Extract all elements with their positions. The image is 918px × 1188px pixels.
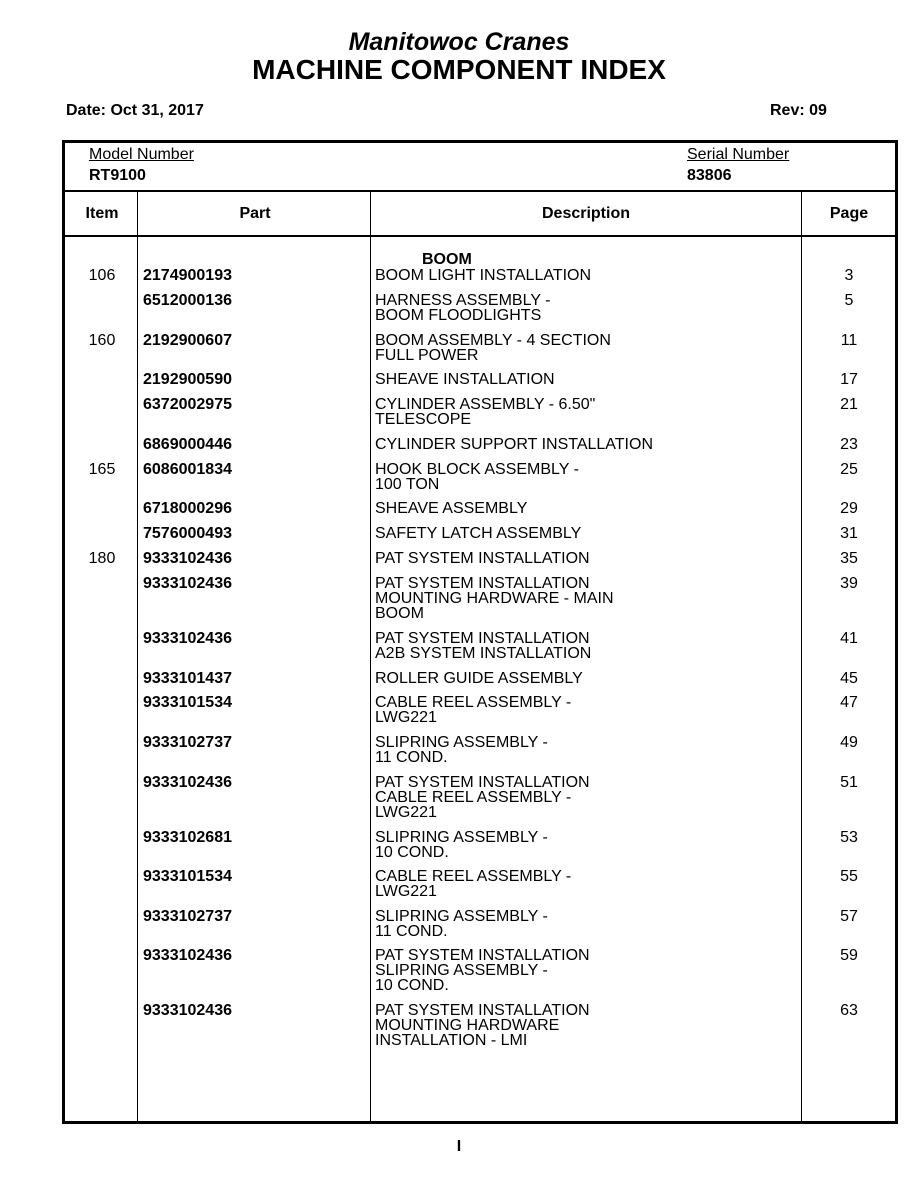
model-number-label: Model Number bbox=[89, 146, 194, 163]
page-number: I bbox=[456, 1138, 462, 1155]
item-number: 160 bbox=[88, 332, 116, 349]
part-number: 6869000446 bbox=[143, 436, 232, 453]
description-line: SHEAVE INSTALLATION bbox=[375, 371, 555, 388]
part-description bbox=[375, 948, 795, 993]
description-line: PAT SYSTEM INSTALLATION bbox=[375, 947, 590, 964]
part-description bbox=[375, 293, 795, 323]
part-number: 7576000493 bbox=[143, 525, 232, 542]
model-number-value: RT9100 bbox=[89, 167, 146, 184]
description-line: SLIPRING ASSEMBLY - bbox=[375, 734, 548, 751]
document-date: Date: Oct 31, 2017 bbox=[66, 102, 204, 119]
part-description bbox=[375, 526, 795, 541]
part-number: 9333102436 bbox=[143, 630, 232, 647]
description-line: PAT SYSTEM INSTALLATION bbox=[375, 575, 590, 592]
document-header bbox=[0, 28, 918, 84]
description-line: MOUNTING HARDWARE bbox=[375, 1017, 560, 1034]
part-description bbox=[375, 671, 795, 686]
description-line: SLIPRING ASSEMBLY - bbox=[375, 829, 548, 846]
page-reference: 47 bbox=[840, 694, 858, 711]
part-number: 9333102436 bbox=[143, 774, 232, 791]
part-number: 2174900193 bbox=[143, 267, 232, 284]
description-line: BOOM ASSEMBLY - 4 SECTION bbox=[375, 332, 611, 349]
page-reference: 45 bbox=[840, 670, 858, 687]
part-number: 9333102737 bbox=[143, 734, 232, 751]
description-line: 100 TON bbox=[375, 476, 440, 493]
part-number: 9333101534 bbox=[143, 868, 232, 885]
description-line: BOOM LIGHT INSTALLATION bbox=[375, 267, 592, 284]
column-divider bbox=[370, 192, 371, 1121]
part-description bbox=[375, 695, 795, 725]
page-reference: 49 bbox=[840, 734, 858, 751]
part-number: 6086001834 bbox=[143, 461, 232, 478]
part-description bbox=[375, 775, 795, 820]
page-reference: 23 bbox=[840, 436, 858, 453]
column-header-page: Page bbox=[829, 205, 869, 222]
part-description bbox=[375, 437, 795, 452]
item-number: 165 bbox=[88, 461, 116, 478]
part-description bbox=[375, 397, 795, 427]
page-reference: 63 bbox=[840, 1002, 858, 1019]
page-reference: 11 bbox=[840, 332, 858, 349]
item-number: 106 bbox=[88, 267, 116, 284]
part-description bbox=[375, 869, 795, 899]
description-line: 11 COND. bbox=[375, 749, 448, 766]
part-number: 9333102737 bbox=[143, 908, 232, 925]
page-reference: 35 bbox=[840, 550, 858, 567]
description-line: ROLLER GUIDE ASSEMBLY bbox=[375, 670, 583, 687]
description-line: HOOK BLOCK ASSEMBLY - bbox=[375, 461, 579, 478]
document-revision: Rev: 09 bbox=[770, 102, 827, 119]
page-reference: 29 bbox=[840, 500, 858, 517]
part-description bbox=[375, 1003, 795, 1048]
page-reference: 21 bbox=[840, 396, 858, 413]
part-number: 9333101534 bbox=[143, 694, 232, 711]
part-number: 6718000296 bbox=[143, 500, 232, 517]
page-reference: 31 bbox=[840, 525, 858, 542]
part-number: 9333102436 bbox=[143, 947, 232, 964]
page-reference: 25 bbox=[840, 461, 858, 478]
column-header-description: Description bbox=[541, 205, 630, 222]
page-reference: 57 bbox=[840, 908, 858, 925]
description-line: INSTALLATION - LMI bbox=[375, 1032, 528, 1049]
column-divider bbox=[137, 192, 138, 1121]
divider-line bbox=[65, 190, 895, 192]
description-line: 10 COND. bbox=[375, 844, 449, 861]
part-number: 9333102436 bbox=[143, 1002, 232, 1019]
description-line: BOOM bbox=[375, 605, 424, 622]
part-description bbox=[375, 501, 795, 516]
part-number: 6512000136 bbox=[143, 292, 232, 309]
description-line: PAT SYSTEM INSTALLATION bbox=[375, 630, 590, 647]
page-reference: 53 bbox=[840, 829, 858, 846]
part-description bbox=[375, 333, 795, 363]
part-description bbox=[375, 551, 795, 566]
part-number: 9333102436 bbox=[143, 550, 232, 567]
page-reference: 39 bbox=[840, 575, 858, 592]
brand-name: Manitowoc Cranes bbox=[348, 28, 570, 56]
page-reference: 55 bbox=[840, 868, 858, 885]
description-line: CABLE REEL ASSEMBLY - bbox=[375, 789, 572, 806]
page-reference: 59 bbox=[840, 947, 858, 964]
item-number: 180 bbox=[88, 550, 116, 567]
description-line: MOUNTING HARDWARE - MAIN bbox=[375, 590, 614, 607]
description-line: 10 COND. bbox=[375, 977, 449, 994]
description-line: LWG221 bbox=[375, 883, 437, 900]
serial-number-label: Serial Number bbox=[687, 146, 790, 163]
column-header-item: Item bbox=[85, 205, 119, 222]
part-description bbox=[375, 735, 795, 765]
divider-line bbox=[65, 235, 895, 237]
description-line: A2B SYSTEM INSTALLATION bbox=[375, 645, 592, 662]
description-line: CABLE REEL ASSEMBLY - bbox=[375, 694, 572, 711]
part-description bbox=[375, 462, 795, 492]
description-line: 11 COND. bbox=[375, 923, 448, 940]
description-line: LWG221 bbox=[375, 804, 437, 821]
description-line: CYLINDER ASSEMBLY - 6.50" bbox=[375, 396, 596, 413]
part-number: 9333101437 bbox=[143, 670, 232, 687]
description-line: PAT SYSTEM INSTALLATION bbox=[375, 1002, 590, 1019]
part-description bbox=[375, 576, 795, 621]
part-description bbox=[375, 372, 795, 387]
part-description bbox=[375, 268, 795, 283]
page-reference: 17 bbox=[840, 371, 858, 388]
component-index-table bbox=[62, 140, 898, 1124]
description-line: PAT SYSTEM INSTALLATION bbox=[375, 550, 590, 567]
column-header-part: Part bbox=[239, 205, 271, 222]
description-line: SHEAVE ASSEMBLY bbox=[375, 500, 528, 517]
page-reference: 5 bbox=[844, 292, 854, 309]
serial-number-value: 83806 bbox=[687, 167, 732, 184]
part-description bbox=[375, 909, 795, 939]
description-line: SLIPRING ASSEMBLY - bbox=[375, 908, 548, 925]
part-description bbox=[375, 631, 795, 661]
description-line: CABLE REEL ASSEMBLY - bbox=[375, 868, 572, 885]
part-number: 9333102681 bbox=[143, 829, 232, 846]
part-description bbox=[375, 830, 795, 860]
description-line: HARNESS ASSEMBLY - bbox=[375, 292, 551, 309]
section-title: BOOM bbox=[422, 251, 472, 268]
document-title: MACHINE COMPONENT INDEX bbox=[252, 54, 666, 85]
part-number: 6372002975 bbox=[143, 396, 232, 413]
description-line: SLIPRING ASSEMBLY - bbox=[375, 962, 548, 979]
description-line: BOOM FLOODLIGHTS bbox=[375, 307, 542, 324]
description-line: CYLINDER SUPPORT INSTALLATION bbox=[375, 436, 653, 453]
description-line: FULL POWER bbox=[375, 347, 479, 364]
page-reference: 3 bbox=[844, 267, 854, 284]
page-reference: 51 bbox=[840, 774, 858, 791]
column-divider bbox=[801, 192, 802, 1121]
part-number: 9333102436 bbox=[143, 575, 232, 592]
description-line: PAT SYSTEM INSTALLATION bbox=[375, 774, 590, 791]
page-reference: 41 bbox=[840, 630, 858, 647]
description-line: LWG221 bbox=[375, 709, 437, 726]
description-line: SAFETY LATCH ASSEMBLY bbox=[375, 525, 582, 542]
part-number: 2192900607 bbox=[143, 332, 232, 349]
part-number: 2192900590 bbox=[143, 371, 232, 388]
description-line: TELESCOPE bbox=[375, 411, 472, 428]
